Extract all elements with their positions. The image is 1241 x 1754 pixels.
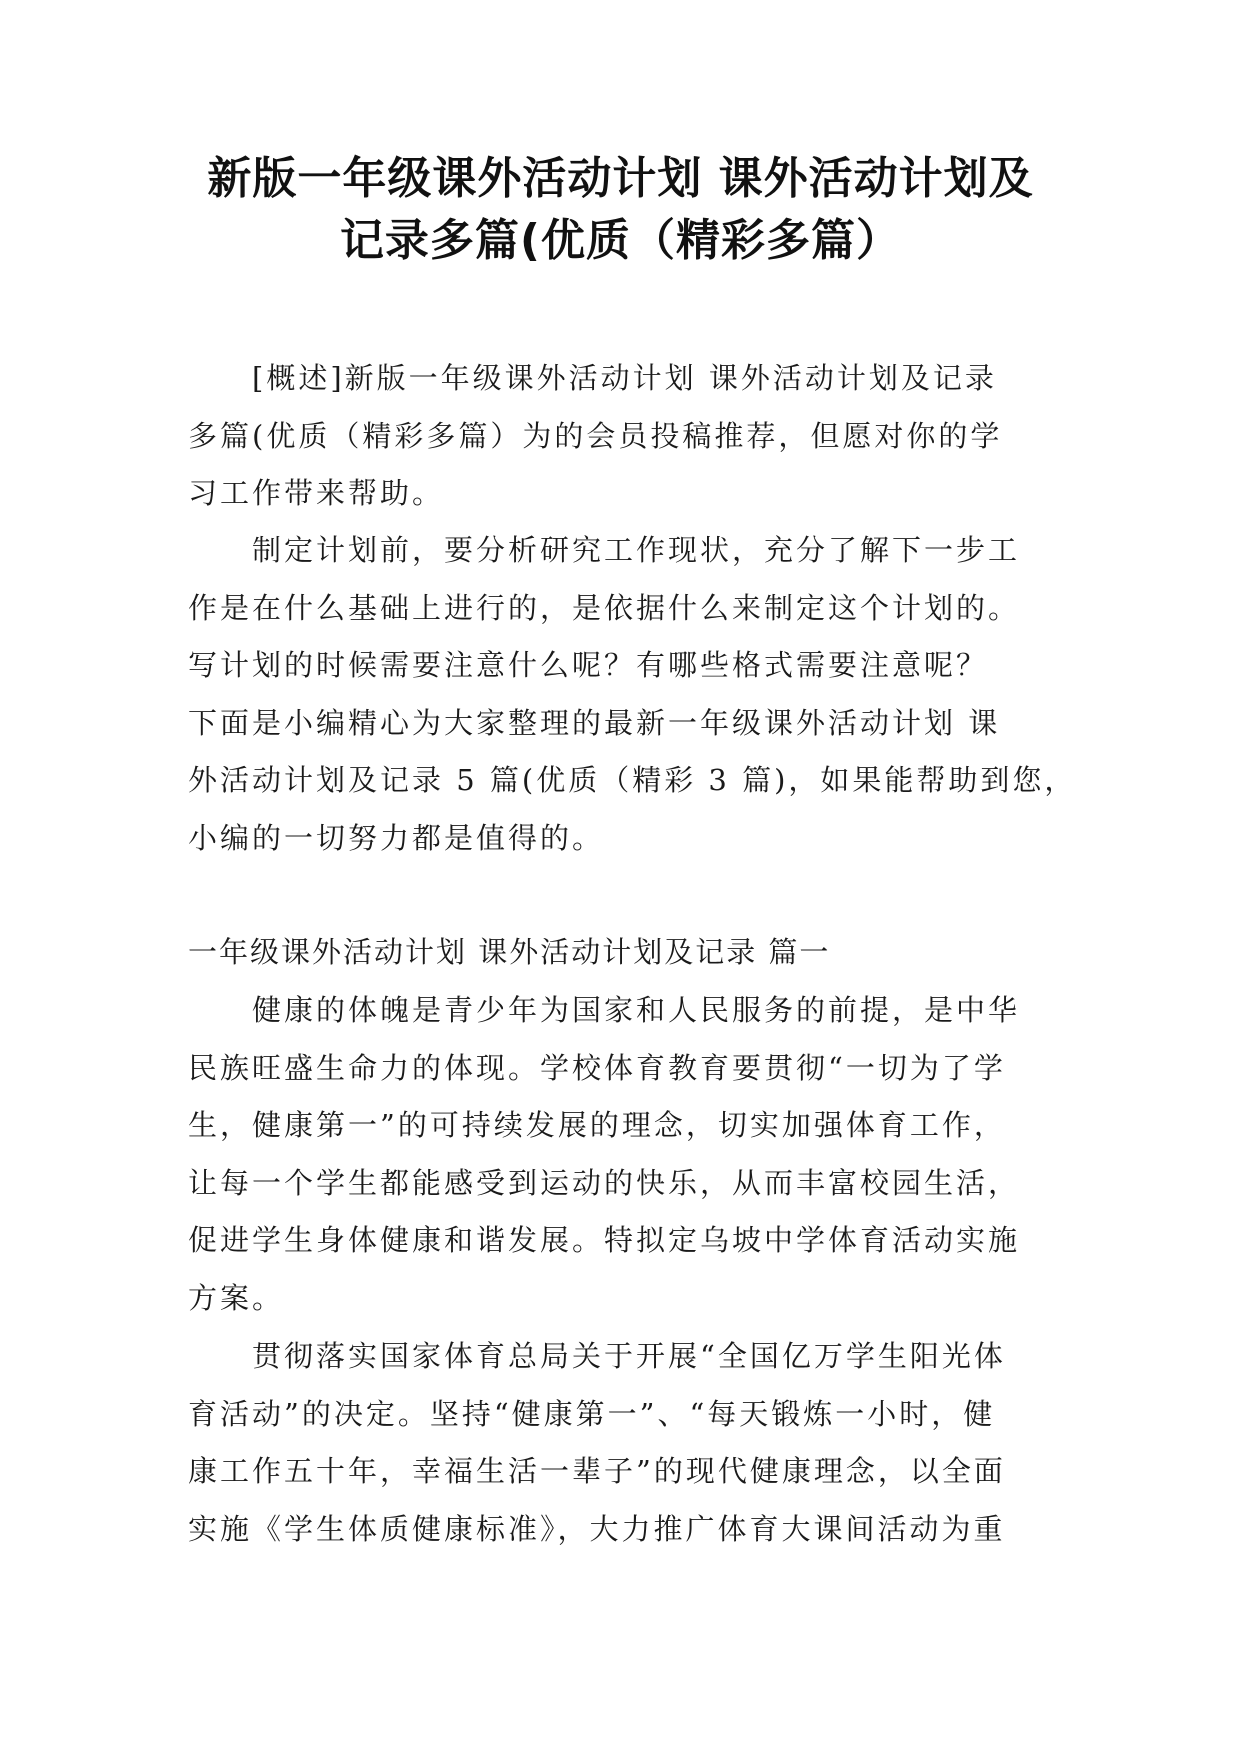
paragraph2-line-1: 贯彻落实国家体育总局关于开展“全国亿万学生阳光体 [252, 1339, 1006, 1373]
summary-line-3: 习工作带来帮助。 [188, 476, 445, 510]
intro-line-4: 下面是小编精心为大家整理的最新一年级课外活动计划 课 [188, 705, 1001, 740]
body-paragraph-2 [188, 1328, 1063, 1558]
summary-paragraph [188, 350, 1063, 523]
paragraph2-line-3: 康工作五十年，幸福生活一辈子”的现代健康理念，以全面 [188, 1454, 1006, 1488]
paragraph1-line-3: 生，健康第一”的可持续发展的理念，切实加强体育工作， [188, 1108, 1006, 1142]
paragraph1-line-2: 民族旺盛生命力的体现。学校体育教育要贯彻“一切为了学 [188, 1050, 1006, 1085]
summary-line-2: 多篇(优质（精彩多篇）为的会员投稿推荐，但愿对你的学 [188, 418, 1003, 453]
paragraph1-line-4: 让每一个学生都能感受到运动的快乐，从而丰富校园生活， [188, 1165, 1021, 1200]
intro-paragraph [188, 522, 1077, 867]
paragraph1-line-6: 方案。 [188, 1280, 285, 1315]
paragraph1-line-1: 健康的体魄是青少年为国家和人民服务的前提，是中华 [252, 993, 1021, 1027]
intro-line-5: 外活动计划及记录 5 篇(优质（精彩 3 篇)，如果能帮助到您， [188, 763, 1077, 797]
paragraph2-line-4: 实施《学生体质健康标准》，大力推广体育大课间活动为重 [188, 1511, 1006, 1546]
section-heading: 一年级课外活动计划 课外活动计划及记录 篇一 [188, 935, 831, 969]
paragraph2-line-2: 育活动”的决定。坚持“健康第一”、“每天锻炼一小时，健 [188, 1396, 996, 1431]
intro-line-1: 制定计划前，要分析研究工作现状，充分了解下一步工 [252, 533, 1021, 567]
title-line-1: 新版一年级课外活动计划 课外活动计划及 [207, 153, 1034, 204]
title-line-2: 记录多篇(优质（精彩多篇） [339, 215, 902, 266]
intro-line-3: 写计划的时候需要注意什么呢？有哪些格式需要注意呢？ [188, 648, 989, 682]
document-title [150, 148, 1091, 272]
body-paragraph-1 [188, 982, 1063, 1327]
paragraph1-line-5: 促进学生身体健康和谐发展。特拟定乌坡中学体育活动实施 [188, 1223, 1021, 1257]
intro-line-6: 小编的一切努力都是值得的。 [188, 820, 605, 855]
summary-line-1: [概述]新版一年级课外活动计划 课外活动计划及记录 [252, 361, 997, 395]
intro-line-2: 作是在什么基础上进行的，是依据什么来制定这个计划的。 [188, 590, 1021, 625]
